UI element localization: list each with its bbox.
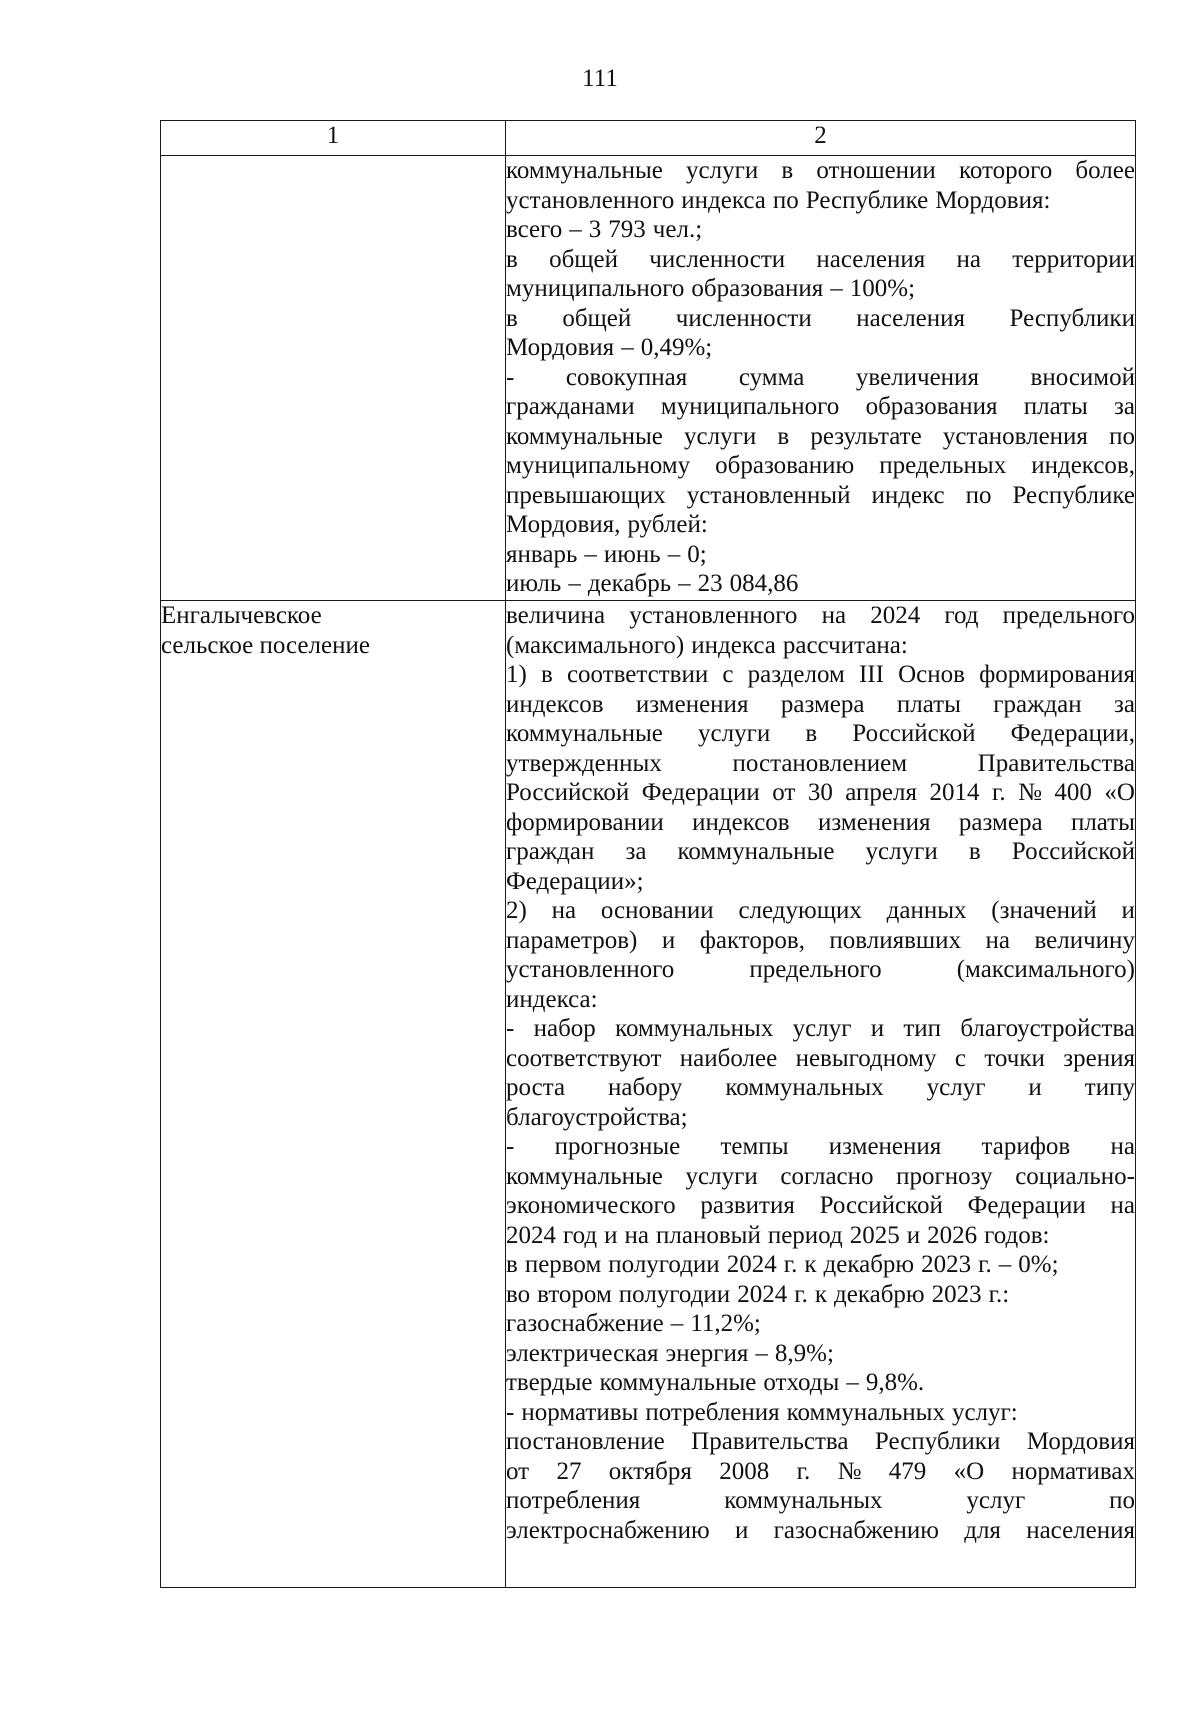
text-line: муниципального образования – 100%; <box>506 275 916 302</box>
description-cell <box>506 601 1136 1588</box>
text-line: (максимального) индекса рассчитана: <box>506 631 908 659</box>
text-line: коммунальные услуги в результате установления по <box>506 422 1135 450</box>
text-line: 1) в соответствии с разделом III Основ формирования <box>506 661 1135 688</box>
municipality-name-line: сельское поселение <box>161 631 370 659</box>
text-line: - совокупная сумма увеличения вносимой <box>506 363 1135 391</box>
column-header-1: 1 <box>161 121 506 156</box>
text-line: потребления коммунальных услуг по <box>506 1487 1135 1514</box>
text-line: утвержденных постановлением Правительства <box>506 749 1135 777</box>
text-line: коммунальные услуги в отношении которого более <box>506 157 1135 184</box>
table-header-row <box>161 121 1136 156</box>
text-line: экономического развития Российской Федерации на <box>506 1192 1135 1219</box>
text-line: от 27 октября 2008 г. № 479 «О нормативах <box>506 1457 1135 1485</box>
text-line: постановление Правительства Республики Мордовия <box>506 1428 1135 1455</box>
text-line: в общей численности населения на территории <box>506 245 1135 273</box>
text-line: индексов изменения размера платы граждан за <box>506 690 1135 718</box>
municipality-cell <box>161 156 506 601</box>
text-line: роста набору коммунальных услуг и типу <box>506 1074 1135 1101</box>
text-line: Российской Федерации от 30 апреля 2014 г. № 400 «О <box>506 779 1135 806</box>
text-line: июль – декабрь – 23 084,86 <box>506 570 799 597</box>
text-line: благоустройства; <box>506 1103 688 1131</box>
text-line: параметров) и факторов, повлиявших на величину <box>506 926 1135 954</box>
column-header-2: 2 <box>506 121 1136 156</box>
text-line: величина установленного на 2024 год предельного <box>506 602 1135 629</box>
text-line: электрическая энергия – 8,9%; <box>506 1339 834 1367</box>
text-line: - набор коммунальных услуг и тип благоустройства <box>506 1015 1135 1042</box>
text-line: установленного индекса по Республике Мордовия: <box>506 186 1051 214</box>
table-row <box>161 601 1136 1588</box>
text-line: установленного предельного (максимального) <box>506 956 1135 983</box>
text-line: электроснабжению и газоснабжению для населения <box>506 1516 1135 1544</box>
text-line: - нормативы потребления коммунальных услуг: <box>506 1398 1018 1426</box>
text-line: гражданами муниципального образования платы за <box>506 393 1135 420</box>
text-line: коммунальные услуги согласно прогнозу социально- <box>506 1162 1135 1190</box>
text-line: 2024 год и на плановый период 2025 и 2026 годов: <box>506 1221 1050 1249</box>
text-line: во втором полугодии 2024 г. к декабрю 2023 г.: <box>506 1280 1010 1308</box>
page-number: 111 <box>582 65 618 92</box>
text-line: Мордовия – 0,49%; <box>506 334 713 361</box>
text-line: формировании индексов изменения размера платы <box>506 808 1135 836</box>
text-line: превышающих установленный индекс по Республике <box>506 481 1135 509</box>
text-line: твердые коммунальные отходы – 9,8%. <box>506 1369 925 1396</box>
text-line: - прогнозные темпы изменения тарифов на <box>506 1133 1135 1160</box>
text-line: граждан за коммунальные услуги в Российской <box>506 838 1135 865</box>
text-line: газоснабжение – 11,2%; <box>506 1310 761 1337</box>
description-cell <box>506 156 1136 601</box>
municipality-name-line: Енгалычевское <box>161 602 322 629</box>
text-line: Мордовия, рублей: <box>506 511 708 538</box>
text-line: муниципальному образованию предельных индексов, <box>506 452 1135 479</box>
text-line: коммунальные услуги в Российской Федерации, <box>506 720 1135 747</box>
text-line: в общей численности населения Республики <box>506 304 1135 332</box>
text-line: 2) на основании следующих данных (значений и <box>506 897 1135 924</box>
document-table <box>160 120 1136 1588</box>
text-line: Федерации»; <box>506 867 644 895</box>
table-row <box>161 156 1136 601</box>
municipality-cell <box>161 601 506 1588</box>
text-line: январь – июнь – 0; <box>506 540 707 568</box>
text-line: индекса: <box>506 985 598 1013</box>
text-line: всего – 3 793 чел.; <box>506 216 703 243</box>
text-line: в первом полугодии 2024 г. к декабрю 2023 г. – 0%; <box>506 1251 1059 1278</box>
text-line: соответствуют наиболее невыгодному с точки зрения <box>506 1044 1135 1072</box>
